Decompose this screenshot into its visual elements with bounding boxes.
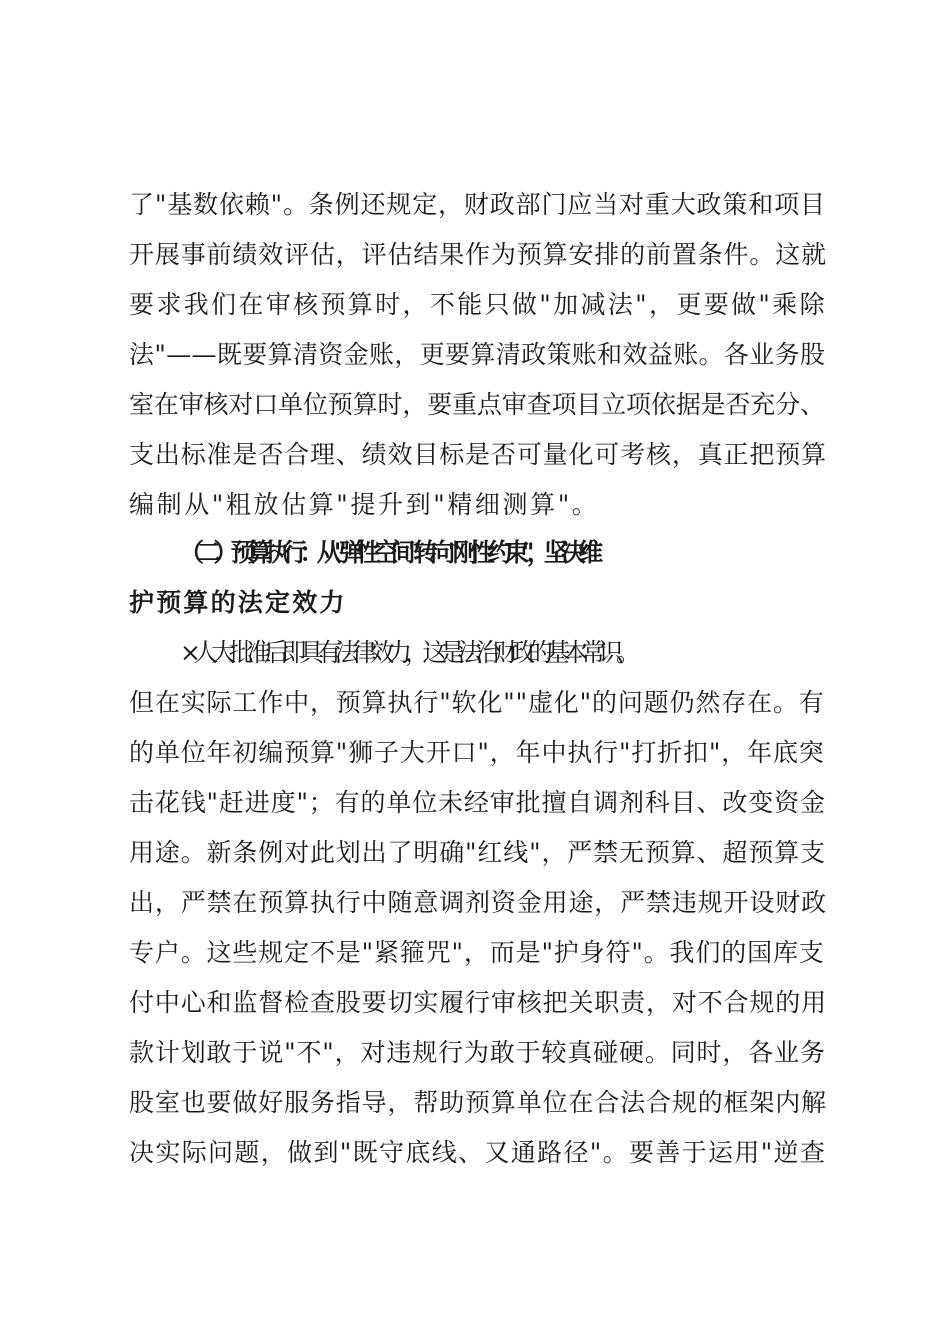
body-line: 开展事前绩效评估，评估结果作为预算安排的前置条件。这就 [129,240,827,269]
body-line: 了"基数依赖"。条例还规定，财政部门应当对重大政策和项目 [129,190,826,219]
body-line: ×人大批准后即具有法律效力，这是法治财政的基本常识。 [180,638,634,667]
body-line: 的单位年初编预算"狮子大开口"，年中执行"打折扣"，年底突 [129,738,825,767]
body-line: 股室也要做好服务指导，帮助预算单位在合法合规的框架内解 [129,1088,827,1117]
section-heading: 护预算的法定效力 [129,588,347,617]
body-line: 编制从"粗放估算"提升到"精细测算"。 [129,490,600,519]
body-line: 专户。这些规定不是"紧箍咒"，而是"护身符"。我们的国库支 [129,938,825,967]
body-line: 但在实际工作中，预算执行"软化""虚化"的问题仍然存在。有 [129,688,825,717]
body-line: 室在审核对口单位预算时，要重点审查项目立项依据是否充分、 [129,390,825,419]
body-line: 用途。新条例对此划出了明确"红线"，严禁无预算、超预算支 [129,838,826,867]
body-line: 支出标准是否合理、绩效目标是否可量化可考核，真正把预算 [129,440,827,469]
body-line: 付中心和监督检查股要切实履行审核把关职责，对不合规的用 [129,988,827,1017]
body-line: 款计划敢于说"不"，对违规行为敢于较真碰硬。同时，各业务 [129,1038,826,1067]
body-line: 击花钱"赶进度"；有的单位未经审批擅自调剂科目、改变资金 [129,788,826,817]
body-line: 法"——既要算清资金账，更要算清政策账和效益账。各业务股 [129,340,826,369]
section-heading: （二）预算执行：从"弹性空间"转向"刚性约束"，坚决维 [179,538,596,567]
body-line: 出，严禁在预算执行中随意调剂资金用途，严禁违规开设财政 [129,888,827,917]
body-line: 决实际问题，做到"既守底线、又通路径"。要善于运用"逆查 [129,1138,827,1167]
body-line: 要求我们在审核预算时，不能只做"加减法"，更要做"乘除 [129,290,827,319]
